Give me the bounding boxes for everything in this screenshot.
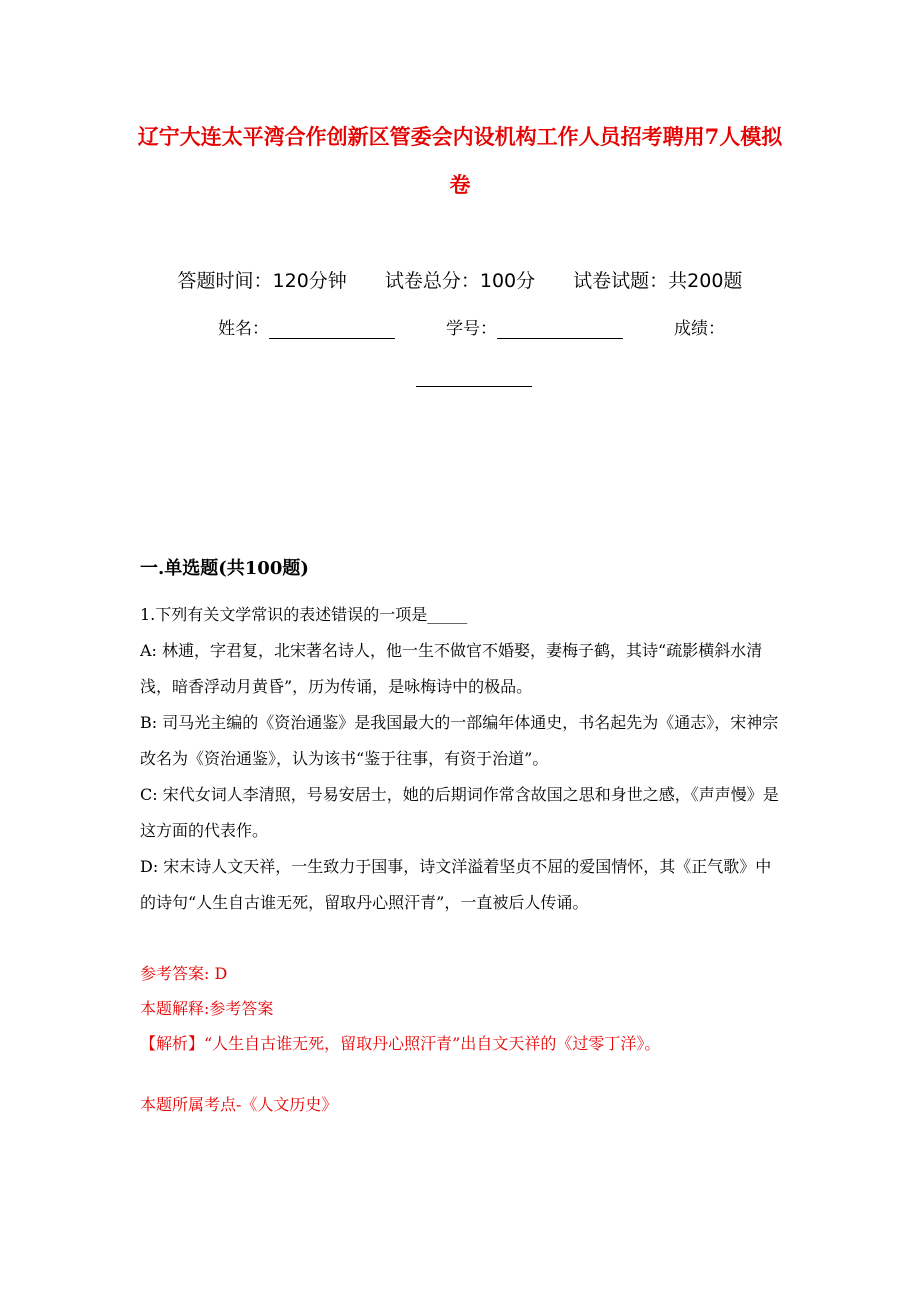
name-blank[interactable] xyxy=(269,318,395,339)
section-heading: 一.单选题(共100题) xyxy=(140,558,309,579)
option-c[interactable]: C: 宋代女词人李清照，号易安居士，她的后期词作常含故国之思和身世之感，《声声慢》是这方面的代表作。 xyxy=(140,785,779,840)
answer-block xyxy=(140,956,780,1122)
name-label: 姓名： xyxy=(218,319,269,339)
id-field[interactable] xyxy=(446,314,623,339)
exam-total-score: 试卷总分：100分 xyxy=(384,270,536,292)
spacer xyxy=(140,1061,780,1087)
topic-text: 本题所属考点-《人文历史》 xyxy=(140,1095,338,1114)
name-field[interactable] xyxy=(218,314,395,339)
id-blank[interactable] xyxy=(497,318,623,339)
id-label: 学号： xyxy=(446,319,497,339)
reference-answer: 参考答案: D xyxy=(140,964,228,983)
score-label: 成绩： xyxy=(674,319,725,339)
question-1 xyxy=(140,597,780,921)
score-field[interactable] xyxy=(674,314,725,339)
option-a[interactable]: A: 林逋，字君复，北宋著名诗人，他一生不做官不婚娶，妻梅子鹤，其诗“疏影横斜水清浅，暗香浮动月黄昏”，历为传诵，是咏梅诗中的极品。 xyxy=(140,641,763,696)
explanation-label: 本题解释:参考答案 xyxy=(140,999,274,1018)
question-stem: 1.下列有关文学常识的表述错误的一项是_____ xyxy=(140,605,468,624)
analysis-text: 【解析】“人生自古谁无死，留取丹心照汗青”出自文天祥的《过零丁洋》。 xyxy=(140,1034,661,1053)
exam-question-count: 试卷试题：共200题 xyxy=(573,270,743,292)
score-blank[interactable] xyxy=(416,386,532,387)
option-d[interactable]: D: 宋末诗人文天祥，一生致力于国事，诗文洋溢着坚贞不屈的爱国情怀，其《正气歌》中的诗句“人生自古谁无死，留取丹心照汗青”，一直被后人传诵。 xyxy=(140,857,772,912)
page-title: 辽宁大连太平湾合作创新区管委会内设机构工作人员招考聘用7人模拟卷 xyxy=(137,124,783,197)
exam-meta xyxy=(140,264,780,298)
option-b[interactable]: B: 司马光主编的《资治通鉴》是我国最大的一部编年体通史，书名起先为《通志》，宋神宗改名为《资治通鉴》，认为该书“鉴于往事，有资于治道”。 xyxy=(140,713,779,768)
exam-time: 答题时间：120分钟 xyxy=(177,270,347,292)
